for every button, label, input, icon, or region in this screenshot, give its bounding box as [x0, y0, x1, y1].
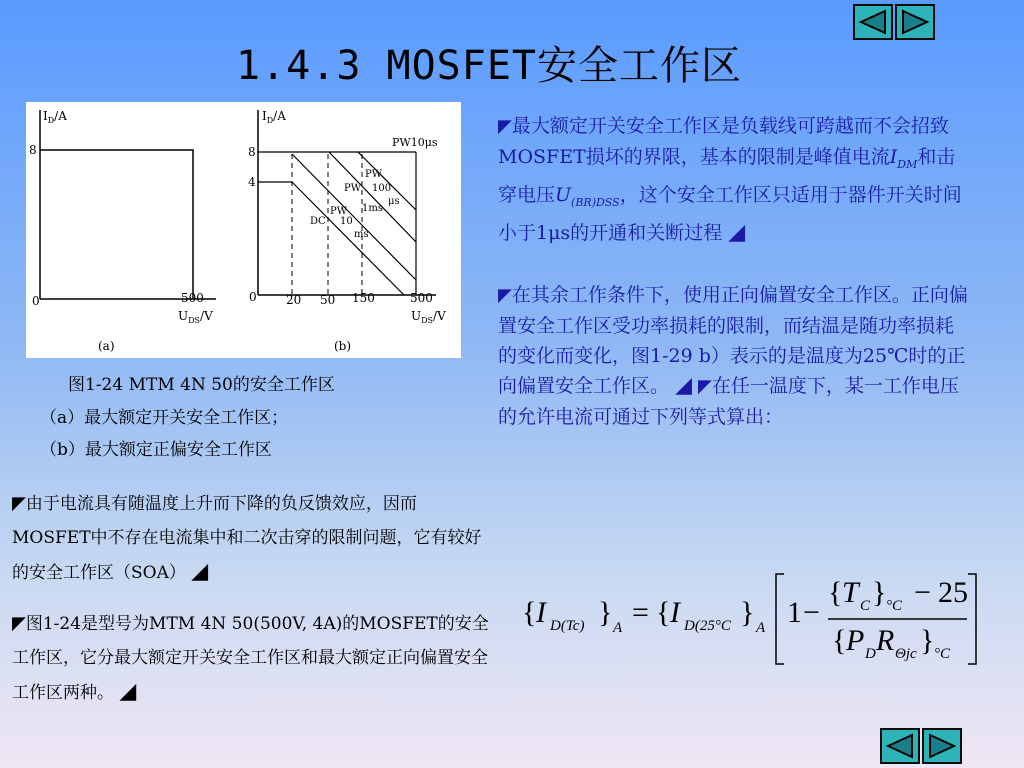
arrow-left-icon	[885, 733, 915, 759]
left-paragraph-1: ◤由于电流具有随温度上升而下降的负反馈效应，因而MOSFET中不存在电流集中和二次击穿的限制问题，它有较好的安全工作区（SOA） ◢	[12, 493, 482, 584]
slide-title: 1.4.3 MOSFET安全工作区	[236, 43, 742, 89]
svg-text:=: =	[632, 596, 649, 629]
svg-text:{: {	[656, 596, 671, 629]
svg-text:PW: PW	[330, 206, 348, 217]
svg-text:}: }	[872, 576, 887, 609]
prev-slide-button[interactable]	[880, 728, 920, 764]
end-marker-icon: ◢	[119, 679, 137, 704]
right-paragraph-1: ◤最大额定开关安全工作区是负载线可跨越而不会招致MOSFET损坏的界限，基本的限制是峰值电流$I_{DM}$和击穿电压$U_{(BR)DSS}$，这个安全工作区只适用于器件开关时间小于1μs的开通和关断过程 ◢	[498, 115, 962, 245]
panel-b-xtick-20: 20	[286, 293, 302, 307]
right-paragraph-2: ◤在其余工作条件下，使用正向偏置安全工作区。正向偏置安全工作区受功率损耗的限制，而结温是随功率损耗的变化而变化，图1-29 b）表示的是温度为25℃时的正向偏置安全工作区。 ◢ ◤在任一温度下，某一工作电压的允许电流可通过下列等式算出：	[498, 284, 968, 428]
svg-text:10: 10	[340, 216, 353, 227]
ubr-symbol: $U_{(BR)DSS}$	[555, 183, 620, 209]
arrow-right-icon	[927, 733, 957, 759]
svg-text:P: P	[846, 624, 865, 657]
svg-text:Θjc: Θjc	[895, 646, 917, 662]
pw10us-label: PW10μs	[392, 136, 438, 149]
svg-text:−: −	[803, 596, 820, 629]
idm-symbol: $I_{DM}$	[889, 146, 918, 171]
end-marker-icon: ◢	[675, 373, 692, 398]
svg-text:1: 1	[787, 596, 802, 629]
panel-b-xtick-150: 150	[352, 291, 375, 305]
svg-text:25: 25	[938, 576, 968, 609]
svg-text:C: C	[860, 598, 871, 614]
panel-a-xlabel: $U_{DS}/V$	[178, 309, 213, 325]
panel-b-origin: 0	[249, 290, 257, 304]
svg-text:{: {	[828, 576, 843, 609]
figure-subcaption-b: （b）最大额定正偏安全工作区	[40, 440, 272, 460]
panel-b-ytick-4: 4	[248, 175, 256, 189]
svg-text:{: {	[522, 596, 537, 629]
end-marker-icon: ◢	[728, 219, 746, 245]
panel-b-xtick-500: 500	[410, 291, 433, 305]
panel-b-xlabel: $U_{DS}/V$	[411, 309, 446, 325]
bullet-marker-icon: ◤	[498, 116, 512, 137]
prev-slide-button[interactable]	[853, 4, 893, 40]
svg-text:°C: °C	[886, 598, 903, 614]
panel-a-ylabel: $I_D/A$	[43, 109, 67, 125]
figure-caption: 图1-24 MTM 4N 50的安全工作区	[68, 375, 335, 395]
svg-text:I: I	[670, 596, 680, 629]
svg-text:DC: DC	[310, 216, 326, 227]
panel-b-label: (b)	[334, 339, 352, 353]
soa-figure	[26, 102, 461, 358]
svg-text:PW: PW	[344, 183, 362, 194]
panel-a-ytick: 8	[29, 143, 37, 157]
svg-text:A: A	[756, 620, 766, 636]
next-slide-button[interactable]	[922, 728, 962, 764]
panel-b-xtick-50: 50	[320, 293, 336, 307]
svg-text:T: T	[842, 576, 859, 609]
svg-text:R: R	[876, 624, 895, 657]
panel-a	[29, 109, 216, 353]
next-slide-button[interactable]	[895, 4, 935, 40]
top-nav	[853, 4, 935, 40]
figure-subcaption-a: （a）最大额定开关安全工作区；	[40, 408, 289, 428]
svg-text:}: }	[598, 596, 613, 629]
bullet-marker-icon: ◤	[698, 376, 712, 397]
bullet-marker-icon: ◤	[12, 613, 26, 634]
bullet-marker-icon: ◤	[498, 285, 512, 306]
panel-a-label: (a)	[98, 339, 115, 353]
svg-text:}: }	[740, 596, 755, 629]
panel-b	[248, 109, 446, 353]
svg-text:{: {	[832, 624, 847, 657]
panel-b-ylabel: $I_D/A$	[262, 109, 286, 125]
svg-text:D(Tc): D(Tc)	[550, 618, 585, 634]
svg-text:100: 100	[372, 183, 392, 194]
svg-text:D: D	[865, 646, 876, 662]
svg-text:μs: μs	[388, 196, 400, 207]
end-marker-icon: ◢	[191, 559, 209, 584]
bottom-nav	[880, 728, 962, 764]
left-paragraph-2: ◤图1-24是型号为MTM 4N 50(500V, 4A)的MOSFET的安全工作区，它分最大额定开关安全工作区和最大额定正向偏置安全工作区两种。 ◢	[12, 613, 489, 704]
svg-text:ms: ms	[354, 229, 369, 240]
svg-text:A: A	[613, 620, 623, 636]
svg-text:1ms: 1ms	[362, 203, 383, 214]
arrow-left-icon	[858, 9, 888, 35]
bullet-marker-icon: ◤	[12, 493, 26, 514]
svg-text:−: −	[914, 576, 931, 609]
panel-b-ytick-8: 8	[248, 145, 256, 159]
arrow-right-icon	[900, 9, 930, 35]
current-derating-formula	[522, 572, 982, 667]
svg-text:°C: °C	[934, 646, 951, 662]
svg-text:PW: PW	[365, 169, 383, 180]
panel-a-origin: 0	[32, 294, 40, 308]
svg-text:D(25°C: D(25°C	[684, 618, 731, 634]
panel-a-xtick: 500	[181, 291, 204, 305]
svg-text:}: }	[920, 624, 935, 657]
svg-text:I: I	[536, 596, 546, 629]
